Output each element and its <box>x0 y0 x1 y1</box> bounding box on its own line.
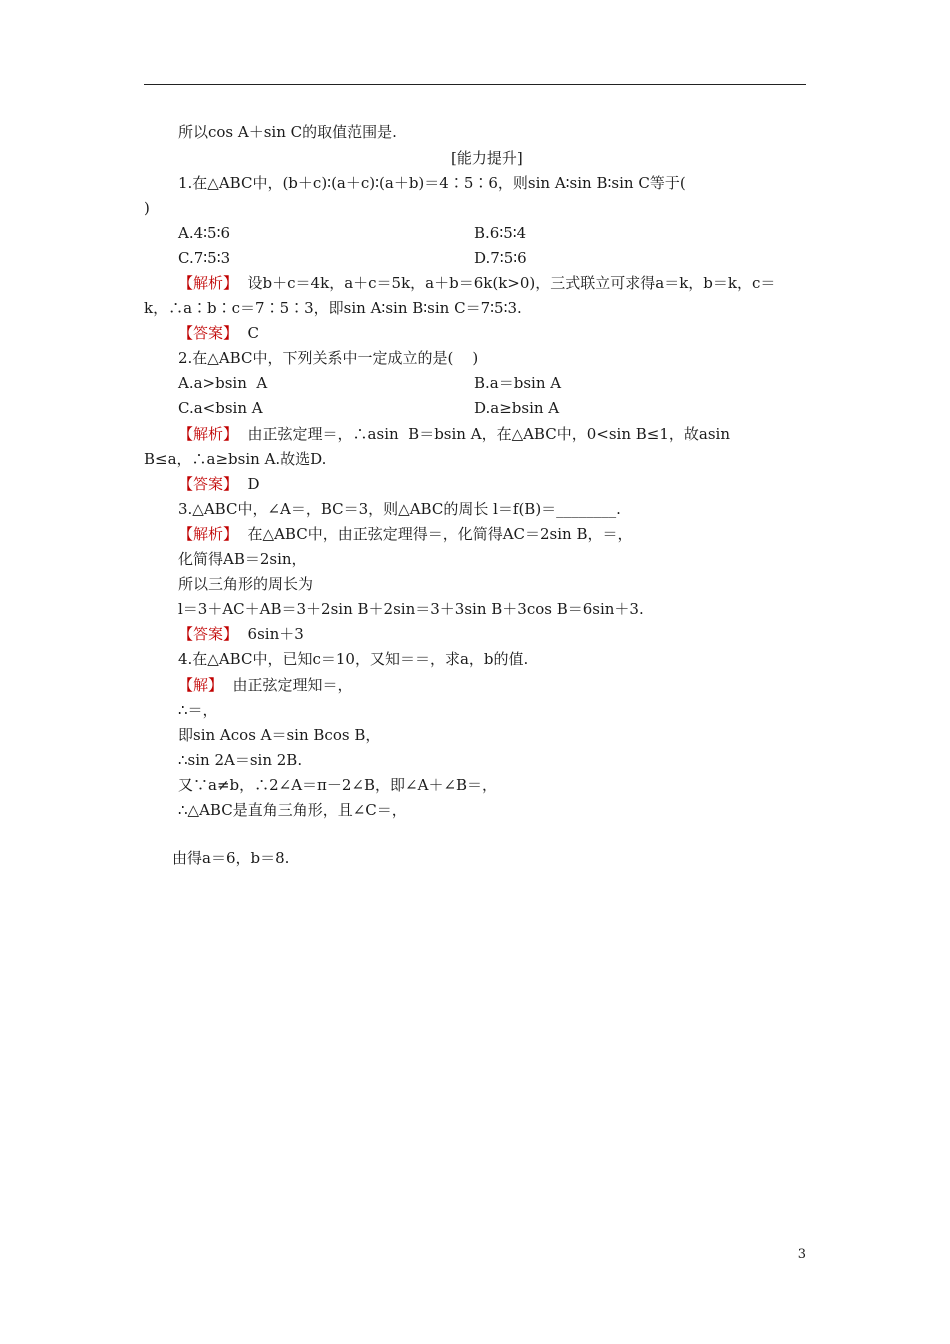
header-rule <box>144 84 806 85</box>
line-text: B≤a，∴a≥bsin A.故选D. <box>144 450 327 468</box>
line-text: 1.在△ABC中，(b＋c)∶(a＋c)∶(a＋b)＝4∶5∶6，则sin A∶sin B∶sin C等于( <box>178 174 686 192</box>
line-text: ) <box>144 199 150 217</box>
answer-tag: 【答案】 <box>178 324 239 342</box>
line-text: 化简得AB＝2sin， <box>178 550 307 568</box>
line-text: 3.△ABC中，∠A＝，BC＝3，则△ABC的周长 l＝f(B)＝________. <box>178 500 621 518</box>
line-text: C.a<bsin A <box>178 399 263 417</box>
text-line <box>178 499 621 519</box>
line-text: A.a>bsin A <box>178 374 268 392</box>
text-line <box>474 398 559 418</box>
line-text: ∴△ABC是直角三角形，且∠C＝， <box>178 801 407 819</box>
text-line <box>178 725 380 745</box>
line-text: ∴sin 2A＝sin 2B. <box>178 751 303 769</box>
line-text: 又∵a≠b，∴2∠A＝π－2∠B，即∠A＋∠B＝， <box>178 776 498 794</box>
text-line <box>178 323 259 343</box>
text-line <box>451 148 523 168</box>
line-text: D.a≥bsin A <box>474 399 560 417</box>
line-text: 即sin Acos A＝sin Bcos B， <box>178 726 381 744</box>
text-line <box>144 198 150 218</box>
line-text: ∴＝， <box>178 701 218 719</box>
text-line <box>474 373 561 393</box>
line-text: k，∴a∶b∶c＝7∶5∶3，即sin A∶sin B∶sin C＝7∶5∶3. <box>144 299 522 317</box>
text-line <box>178 675 353 695</box>
line-text: D <box>238 475 260 493</box>
text-line <box>178 775 497 795</box>
text-line <box>178 424 730 444</box>
text-line <box>178 800 407 820</box>
line-text: 所以三角形的周长为 <box>178 575 314 593</box>
line-text: l＝3＋AC＋AB＝3＋2sin B＋2sin＝3＋3sin B＋3cos B＝6sin＋3. <box>178 600 644 618</box>
text-line <box>178 750 302 770</box>
line-text: 由得a＝6，b＝8. <box>172 849 290 867</box>
text-line <box>178 524 633 544</box>
line-text: C <box>238 324 260 342</box>
text-line <box>178 474 260 494</box>
text-line <box>474 223 526 243</box>
line-text: 所以cos A＋sin C的取值范围是. <box>178 123 397 141</box>
line-text: B.6∶5∶4 <box>474 224 527 242</box>
line-text: 由正弦定理＝，∴asin B＝bsin A，在△ABC中，0<sin B≤1，故asin <box>238 425 730 443</box>
text-line <box>144 449 326 469</box>
line-text: 2.在△ABC中，下列关系中一定成立的是( ) <box>178 349 479 367</box>
line-text: A.4∶5∶6 <box>178 224 231 242</box>
line-text: C.7∶5∶3 <box>178 249 231 267</box>
text-line <box>178 373 267 393</box>
text-line <box>178 398 263 418</box>
line-text: B.a＝bsin A <box>474 374 562 392</box>
text-line <box>178 649 528 669</box>
text-line <box>144 298 522 318</box>
line-text: 在△ABC中，由正弦定理得＝，化简得AC＝2sin B，＝， <box>238 525 633 543</box>
text-line <box>178 700 218 720</box>
text-line <box>178 599 644 619</box>
line-text: [能力提升] <box>451 149 523 167</box>
line-text: 6sin＋3 <box>238 625 304 643</box>
line-text: 由正弦定理知＝， <box>223 676 353 694</box>
text-line <box>172 848 289 868</box>
text-line <box>474 248 527 268</box>
text-line <box>178 574 313 594</box>
answer-tag: 【解析】 <box>178 274 239 292</box>
line-text: 4.在△ABC中，已知c＝10，又知＝＝，求a，b的值. <box>178 650 529 668</box>
text-line <box>178 223 230 243</box>
answer-tag: 【答案】 <box>178 625 239 643</box>
answer-tag: 【解析】 <box>178 525 239 543</box>
answer-tag: 【解析】 <box>178 425 239 443</box>
text-line <box>178 273 775 293</box>
text-line <box>178 248 230 268</box>
answer-tag: 【解】 <box>178 676 224 694</box>
text-line <box>178 173 686 193</box>
line-text: 设b＋c＝4k，a＋c＝5k，a＋b＝6k(k>0)，三式联立可求得a＝k，b＝k，c＝ <box>238 274 776 292</box>
text-line <box>178 549 307 569</box>
text-line <box>178 348 478 368</box>
answer-tag: 【答案】 <box>178 475 239 493</box>
line-text: D.7∶5∶6 <box>474 249 527 267</box>
text-line <box>178 624 304 644</box>
text-line <box>178 122 397 142</box>
page-number: 3 <box>797 1247 806 1262</box>
